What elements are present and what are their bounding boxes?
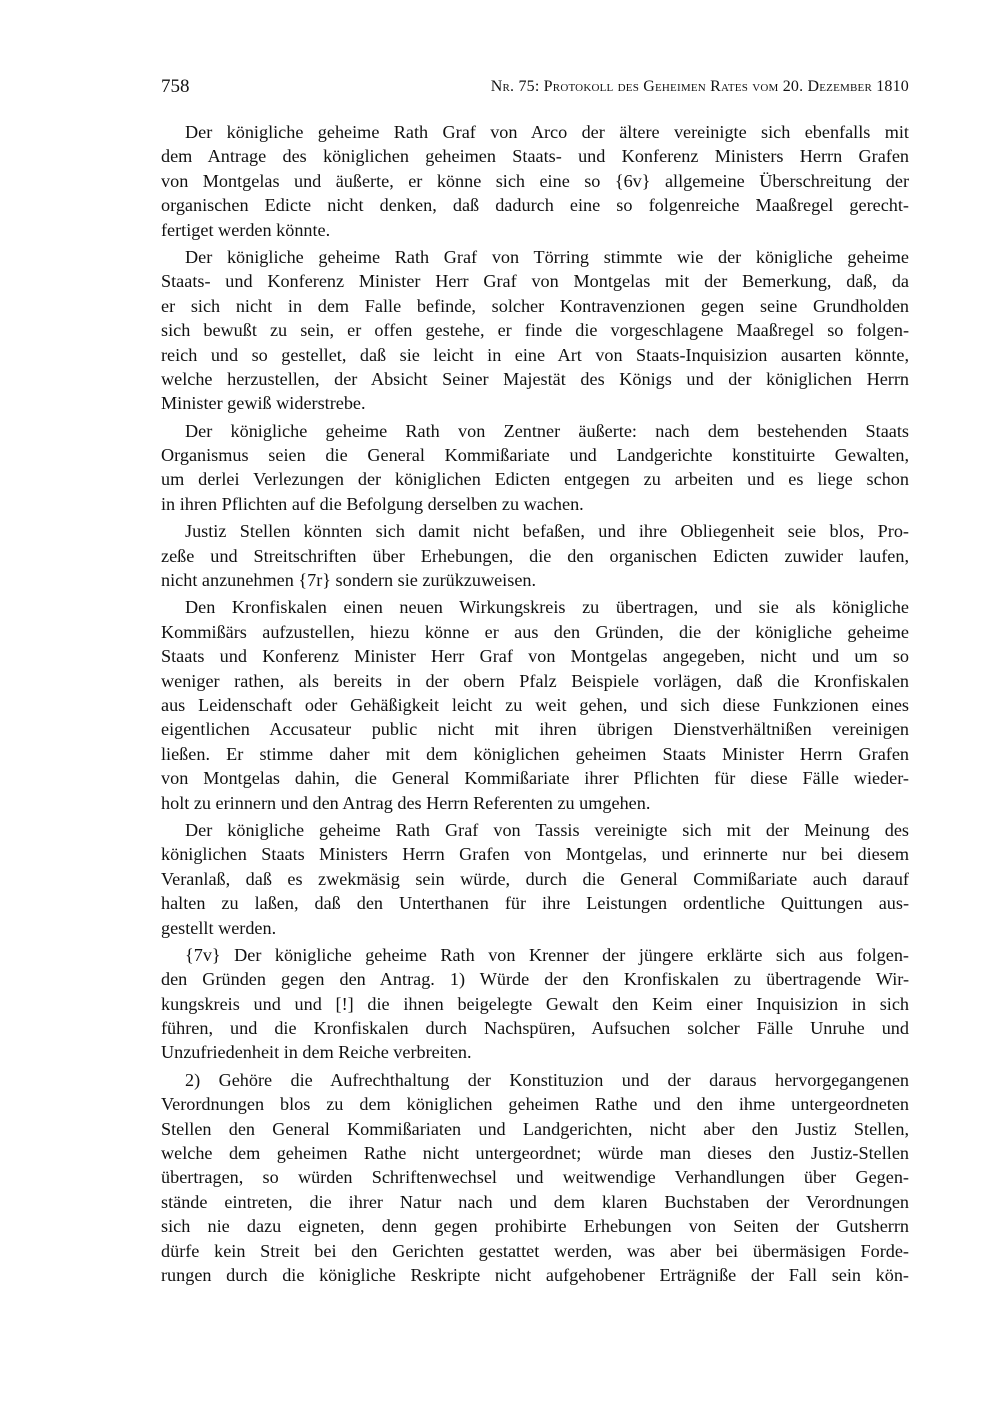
text-line: Unzufriedenheit in dem Reiche verbreiten. [161,1042,472,1063]
text-line: eigentlichen Accusateur public nicht mit ihren übrigen Dienstverhältnißen vereinigen [161,719,909,740]
text-line: sich bewußt zu sein, er offen gestehe, er finde die vorgeschlagene Maaßregel so folgen- [161,320,909,341]
text-line: von Montgelas dahin, die General Kommißariate ihrer Pflichten für diese Fälle wieder- [161,768,909,789]
text-line: organischen Edicte nicht denken, daß dadurch eine so folgenreiche Maaßregel gerecht- [161,195,909,216]
text-line: Kommißärs aufzustellen, hiezu könne er aus den Gründen, die der königliche geheime [161,621,909,642]
text-line: Minister gewiß widerstrebe. [161,393,366,414]
text-line: dem Antrage des königlichen geheimen Staats- und Konferenz Ministers Herrn Grafen [161,146,909,167]
text-line: sich nie dazu eigneten, denn gegen prohibirte Erhebungen von Seiten der Gutsherrn [161,1216,909,1237]
text-line: rungen durch die königliche Reskripte nicht aufgehobener Erträgniße der Fall sein kön- [161,1264,909,1285]
body-text [161,120,909,1290]
paragraph [161,245,909,416]
text-line: königlichen Staats Ministers Herrn Grafen von Montgelas, und erinnerte nur bei diesem [161,844,909,865]
text-line: Verordnungen blos zu dem königlichen geheimen Rathe und den ihme untergeordneten [161,1094,909,1115]
text-line: {7v} Der königliche geheime Rath von Krenner der jüngere erklärte sich aus folgen- [185,944,909,965]
text-line: fertiget werden könnte. [161,219,331,240]
text-line: reich und so gestellet, daß sie leicht in eine Art von Staats-Inquisizion ausarten könnte, [161,344,909,365]
paragraph [161,519,909,592]
text-line: ließen. Er stimme daher mit dem königlichen geheimen Staats Minister Herrn Grafen [161,743,909,764]
text-line: Staats- und Konferenz Minister Herr Graf von Montgelas mit der Bemerkung, daß, da [161,271,909,292]
paragraph [161,818,909,940]
paragraph [161,943,909,1065]
text-line: 2) Gehöre die Aufrechthaltung der Konstituzion und der daraus hervorgegangenen [185,1069,909,1090]
text-line: halten zu laßen, daß den Unterthanen für ihre Leistungen ordentliche Quittungen aus- [161,893,909,914]
page-header [161,74,909,100]
text-line: von Montgelas und äußerte, er könne sich eine so {6v} allgemeine Überschreitung der [161,170,909,191]
text-line: in ihren Pflichten auf die Befolgung derselben zu wachen. [161,493,584,514]
text-line: Organismus seien die General Kommißariate und Landgerichte konstituirte Gewalten, [161,445,909,466]
paragraph [161,120,909,242]
paragraph [161,419,909,517]
text-line: holt zu erinnern und den Antrag des Herrn Referenten zu umgehen. [161,792,651,813]
text-line: Den Kronfiskalen einen neuen Wirkungskreis zu übertragen, und sie als königliche [185,597,909,618]
text-line: Veranlaß, daß es zwekmäsig sein würde, durch die General Commißariate auch darauf [161,868,909,889]
text-line: stände eintreten, die ihrer Natur nach und dem klaren Buchstaben der Verordnungen [161,1191,909,1212]
text-line: Der königliche geheime Rath von Zentner äußerte: nach dem bestehenden Staats [185,420,909,441]
text-line: übertragen, so würden Schriftenwechsel und weitwendige Verhandlungen über Gegen- [161,1167,909,1188]
paragraph [161,1068,909,1288]
text-line: gestellt werden. [161,917,277,938]
text-line: kungskreis und und [!] die ihnen beigelegte Gewalt den Keim einer Inquisizion in sich [161,993,909,1014]
text-line: weniger rathen, als bereits in der obern Pfalz Beispiele vorlägen, daß die Kronfiskalen [161,670,909,691]
page-number: 758 [161,76,190,97]
text-line: Staats und Konferenz Minister Herr Graf von Montgelas angegeben, nicht und um so [161,646,909,667]
text-line: welche herzustellen, der Absicht Seiner Majestät des Königs und der königlichen Herrn [161,368,909,389]
text-line: den Gründen gegen den Antrag. 1) Würde der den Kronfiskalen zu übertragende Wir- [161,969,909,990]
text-line: aus Leidenschaft oder Gehäßigkeit leicht zu weit gehen, und sich diese Funkzionen eines [161,694,909,715]
paragraph [161,595,909,815]
text-line: nicht anzunehmen {7r} sondern sie zurükzuweisen. [161,570,537,591]
text-line: zeße und Streitschriften über Erhebungen, die den organischen Edicten zuwider laufen, [161,545,909,566]
text-line: um derlei Verlezungen der königlichen Edicten entgegen zu arbeiten und es liege schon [161,469,909,490]
running-head: Nr. 75: Protokoll des Geheimen Rates vom 20. Dezember 1810 [490,78,909,95]
text-line: Stellen den General Kommißariaten und Landgerichten, nicht aber den Justiz Stellen, [161,1118,909,1139]
text-line: führen, und die Kronfiskalen durch Nachspüren, Aufsuchen solcher Fälle Unruhe und [161,1018,909,1039]
text-line: er sich nicht in dem Falle befinde, solcher Kontravenzionen gegen seine Grundholden [161,295,909,316]
text-line: Justiz Stellen könnten sich damit nicht befaßen, und ihre Obliegenheit seie blos, Pro- [185,521,909,542]
text-line: Der königliche geheime Rath Graf von Törring stimmte wie der königliche geheime [185,246,909,267]
text-line: Der königliche geheime Rath Graf von Arco der ältere vereinigte sich ebenfalls mit [185,122,909,142]
text-line: Der königliche geheime Rath Graf von Tassis vereinigte sich mit der Meinung des [185,819,909,840]
text-line: welche dem geheimen Rathe nicht untergeordnet; würde man dieses den Justiz-Stellen [161,1143,909,1164]
text-line: dürfe kein Streit bei den Gerichten gestattet werden, was aber bei übermäsigen Forde- [161,1240,909,1261]
